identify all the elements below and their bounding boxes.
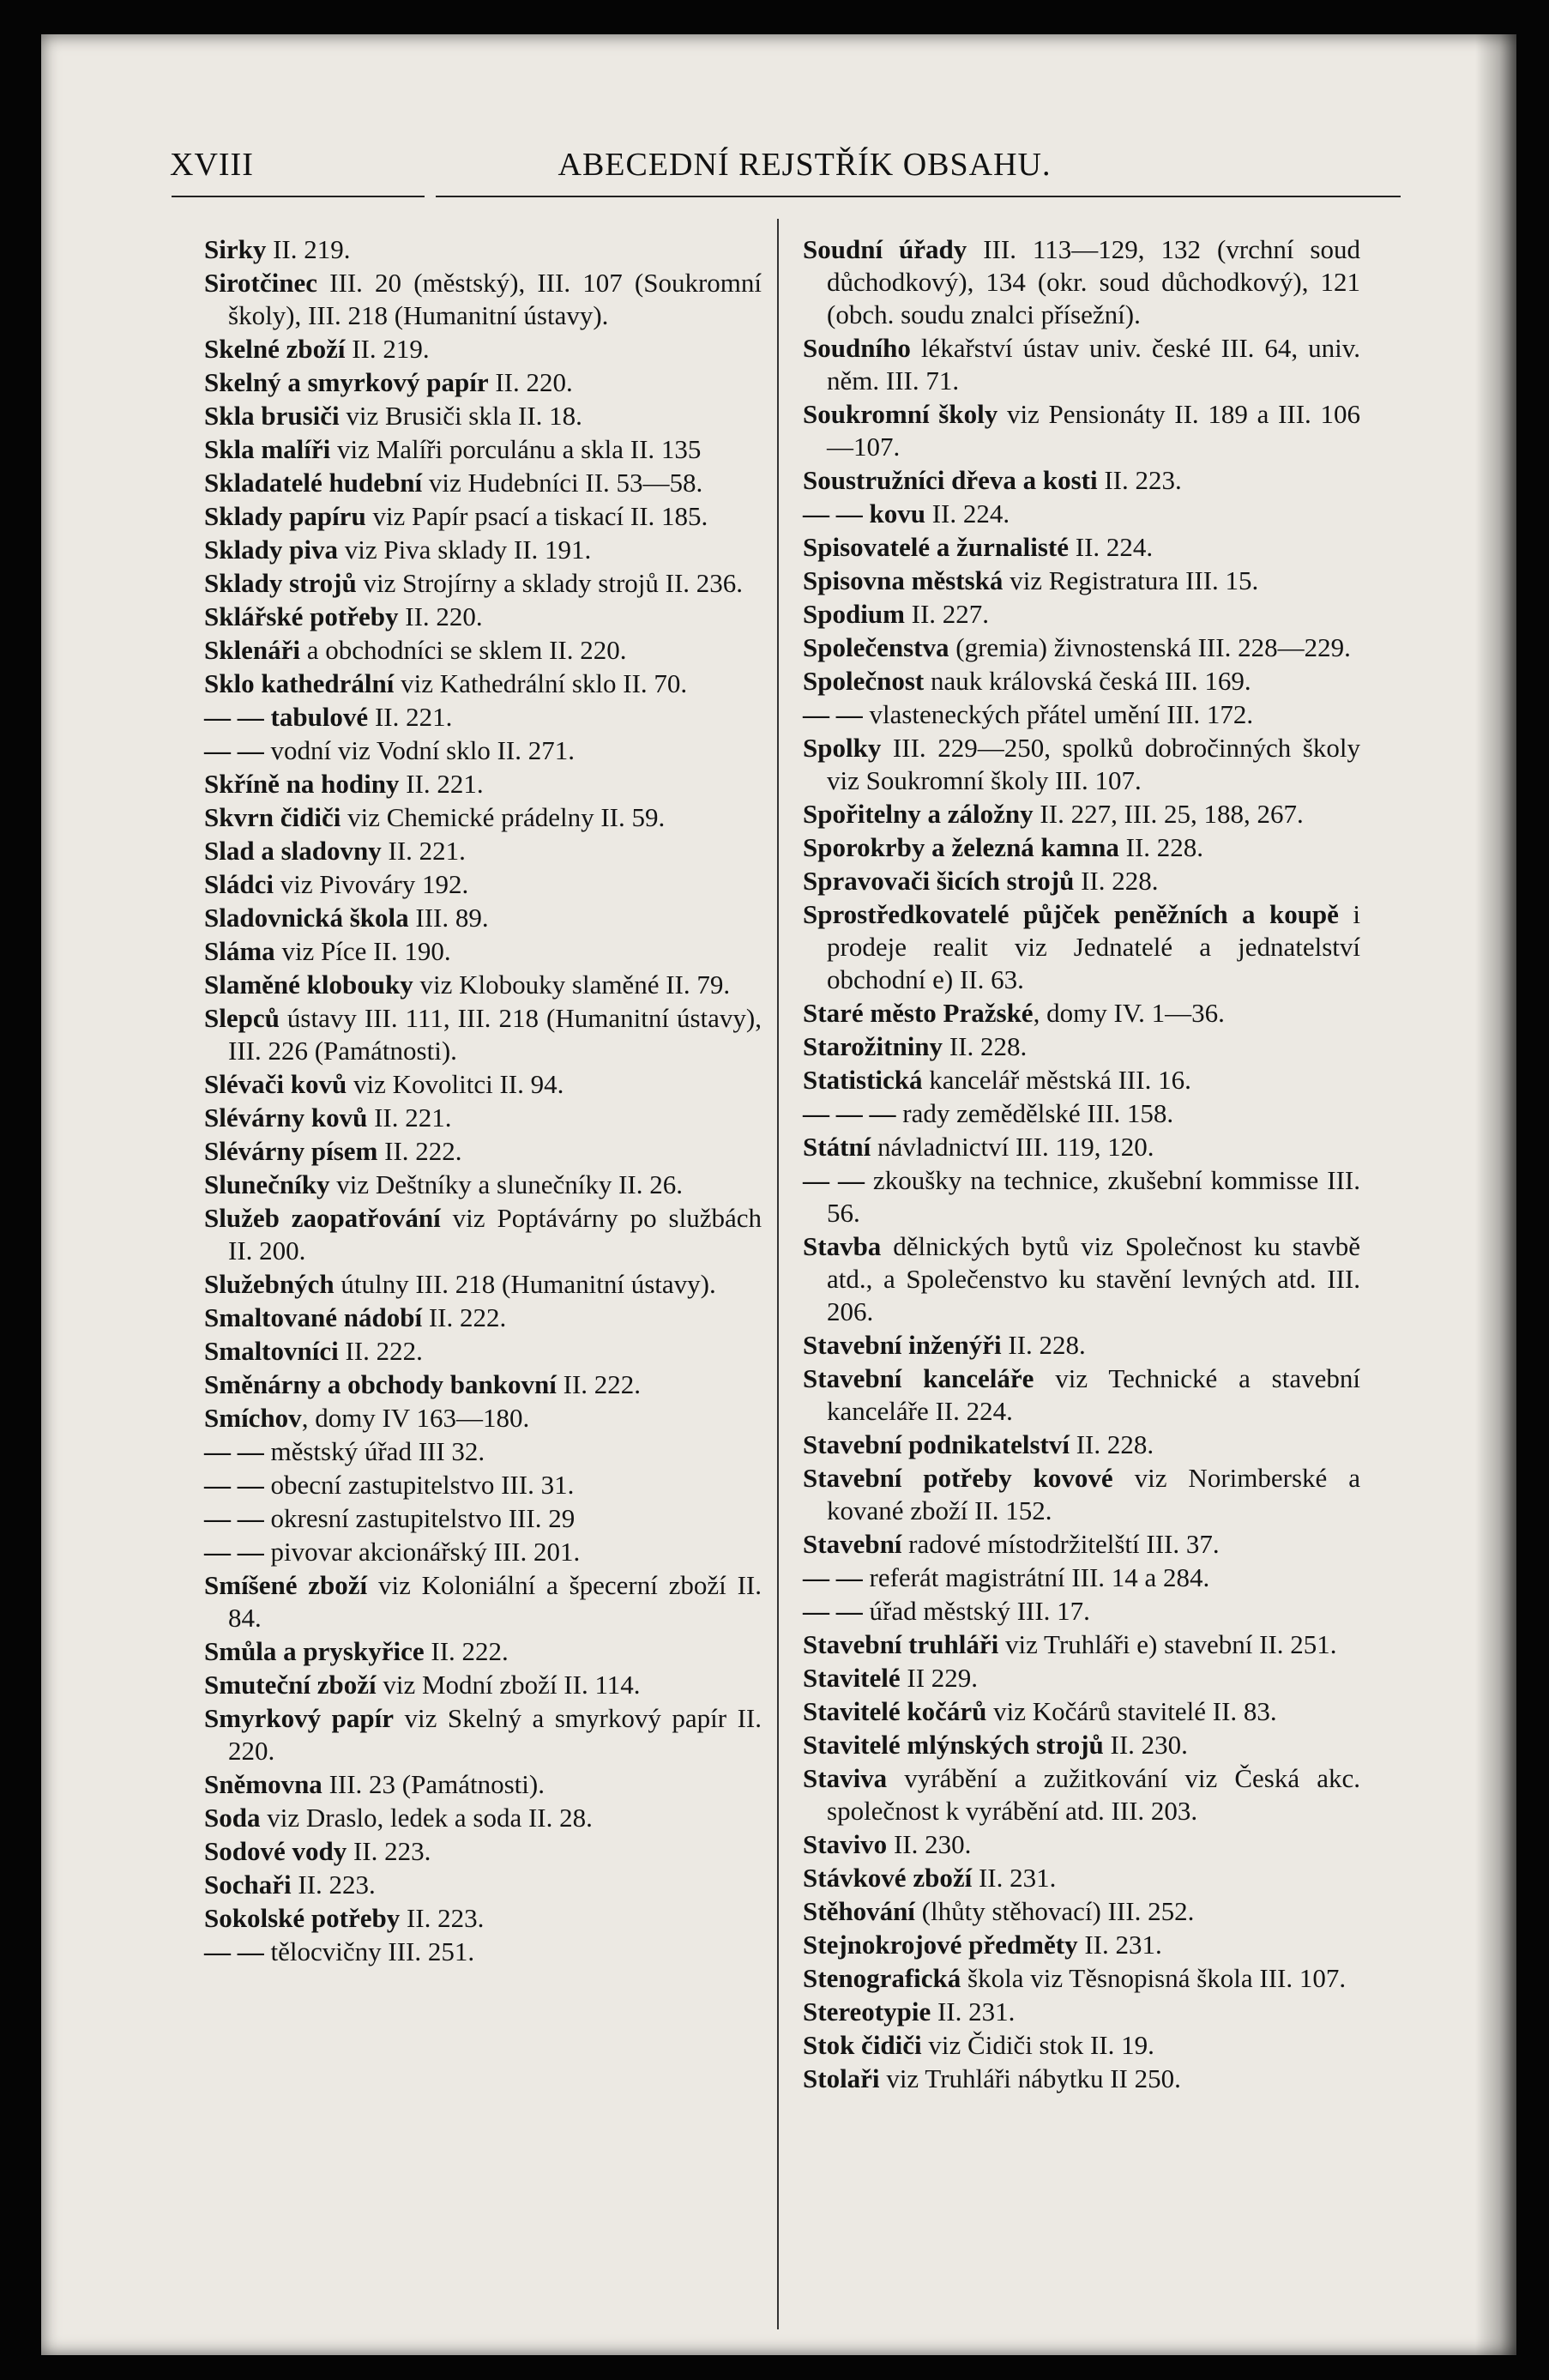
index-entry [803, 898, 1360, 996]
entry-headword: Sodové vody [204, 1836, 347, 1866]
entry-reference: III. 23 (Památnosti). [322, 1769, 545, 1799]
entry-headword: Stavivo [803, 1829, 888, 1859]
index-entry [204, 1902, 762, 1935]
index-entry [803, 2029, 1360, 2062]
index-entry [204, 1135, 762, 1168]
entry-headword: Stavební kanceláře [803, 1363, 1034, 1393]
entry-headword: Sklady piva [204, 535, 338, 565]
index-entry [204, 233, 762, 266]
entry-reference: útulny III. 218 (Humanitní ústavy). [334, 1269, 716, 1299]
entry-headword: Slepců [204, 1003, 280, 1033]
index-entry [204, 1536, 762, 1568]
entry-reference: vyrábění a zužitkování viz Česká akc. společnost k vyrábění atd. III. 203. [827, 1763, 1360, 1826]
index-entry [803, 498, 1360, 530]
entry-headword: Sklenáři [204, 635, 300, 665]
entry-headword: Slaměné klobouky [204, 970, 413, 1000]
index-entry [803, 2063, 1360, 2095]
entry-headword: Státní [803, 1132, 871, 1162]
entry-reference: II. 228. [1069, 1429, 1154, 1459]
entry-headword: Sklářské potřeby [204, 601, 399, 631]
index-entry [803, 1662, 1360, 1694]
index-entry [204, 366, 762, 399]
entry-headword: Smůla a pryskyřice [204, 1636, 425, 1666]
entry-headword: Slad a sladovny [204, 836, 382, 866]
index-entry [204, 400, 762, 432]
index-entry [803, 1064, 1360, 1096]
entry-headword: Spodium [803, 599, 905, 629]
entry-reference: II. 222. [377, 1136, 462, 1166]
entry-reference: viz Kovolitci II. 94. [347, 1069, 564, 1099]
index-entry [204, 1569, 762, 1634]
entry-headword: — — kovu [803, 498, 925, 529]
entry-reference: II. 228. [1001, 1330, 1086, 1360]
index-entry [204, 1268, 762, 1301]
entry-reference: referát magistrátní III. 14 a 284. [862, 1562, 1210, 1592]
entry-headword: — — [803, 1596, 863, 1626]
entry-headword: Spisovatelé a žurnalisté [803, 532, 1069, 562]
entry-reference: dělnických bytů viz Společnost ku stavbě atd., a Společenstvo ku stavění levných atd. III. 206. [827, 1231, 1360, 1326]
entry-headword: Stávkové zboží [803, 1863, 973, 1893]
entry-headword: Staré město Pražské [803, 998, 1034, 1028]
entry-reference: II. 221. [367, 1102, 452, 1133]
entry-headword: Smyrkový papír [204, 1703, 394, 1733]
page-number: XVIII [170, 147, 254, 183]
index-entry [803, 698, 1360, 731]
entry-reference: II. 230. [887, 1829, 972, 1859]
index-entry [803, 332, 1360, 397]
entry-headword: — — [204, 1470, 264, 1500]
entry-headword: Sklady papíru [204, 501, 366, 531]
index-entry [803, 997, 1360, 1030]
entry-headword: Stolaři [803, 2063, 880, 2093]
entry-reference: II. 220. [398, 601, 483, 631]
entry-headword: Skvrn čidiči [204, 802, 341, 832]
index-entry [204, 1669, 762, 1701]
entry-headword: Stěhování [803, 1896, 915, 1926]
index-entry [204, 1502, 762, 1535]
index-entry [803, 464, 1360, 497]
entry-headword: Soukromní školy [803, 399, 998, 429]
entry-reference: viz Truhláři e) stavební II. 251. [998, 1629, 1337, 1659]
entry-reference: kancelář městská III. 16. [922, 1065, 1191, 1095]
entry-headword: Stavební truhláři [803, 1629, 999, 1659]
entry-reference: zkoušky na technice, zkušební kommisse III. 56. [827, 1165, 1360, 1228]
entry-reference: , domy IV 163—180. [301, 1403, 530, 1433]
entry-headword: Spisovna městská [803, 565, 1004, 595]
book-page [41, 34, 1516, 2355]
column-divider [777, 219, 779, 2329]
entry-reference: II. 227. [904, 599, 990, 629]
index-entry [204, 1635, 762, 1668]
entry-reference: viz Piva sklady II. 191. [337, 535, 592, 565]
entry-reference: III. 20 (městský), III. 107 (Soukromní školy), III. 218 (Humanitní ústavy). [228, 268, 762, 330]
header-rule-right [436, 196, 1401, 197]
index-entry [204, 1068, 762, 1101]
entry-reference: viz Kočárů stavitelé II. 83. [986, 1696, 1277, 1726]
entry-headword: — — [803, 1165, 865, 1195]
entry-headword: Spravovači šicích strojů [803, 866, 1075, 896]
index-entry [803, 1230, 1360, 1328]
index-entry [204, 1302, 762, 1334]
entry-reference: viz Chemické prádelny II. 59. [341, 802, 666, 832]
index-entry [803, 631, 1360, 664]
entry-headword: — — [803, 1562, 863, 1592]
index-entry [803, 1962, 1360, 1995]
index-entry [803, 1462, 1360, 1527]
entry-headword: — — [204, 1936, 264, 1966]
entry-headword: — — [204, 735, 264, 765]
entry-reference: II. 221. [381, 836, 466, 866]
entry-headword: — — [204, 1436, 264, 1466]
entry-headword: Stereotypie [803, 1996, 931, 2027]
entry-headword: Smuteční zboží [204, 1670, 377, 1700]
entry-reference: II. 220. [488, 367, 573, 397]
index-entry [803, 1628, 1360, 1661]
index-entry [803, 1429, 1360, 1461]
entry-reference: III. 113—129, 132 (vrchní soud důchodkový), 134 (okr. soud důchodkový), 121 (obch. soudu znalci přísežní). [827, 234, 1360, 329]
index-entry [803, 1895, 1360, 1928]
index-entry [204, 1335, 762, 1368]
index-entry [204, 1469, 762, 1501]
entry-reference: viz Strojírny a sklady strojů II. 236. [356, 568, 744, 598]
index-entry [803, 1929, 1360, 1961]
right-index-column [803, 233, 1360, 2096]
entry-reference: II. 228. [943, 1031, 1028, 1061]
index-entry [204, 868, 762, 901]
entry-headword: — — [204, 1537, 264, 1567]
entry-reference: II. 222. [422, 1302, 507, 1332]
index-entry [803, 798, 1360, 831]
entry-headword: Společnost [803, 666, 925, 696]
index-entry [803, 1561, 1360, 1594]
entry-headword: Sklo kathedrální [204, 668, 395, 698]
entry-reference: viz Modní zboží II. 114. [376, 1670, 641, 1700]
index-entry [204, 1002, 762, 1067]
entry-reference: II 229. [900, 1663, 979, 1693]
index-entry [803, 1862, 1360, 1894]
entry-reference: viz Papír psací a tiskací II. 185. [365, 501, 708, 531]
entry-headword: Sněmovna [204, 1769, 322, 1799]
entry-reference: II. 224. [1069, 532, 1154, 562]
entry-reference: II. 227, III. 25, 188, 267. [1033, 799, 1304, 829]
entry-reference: viz Technické a stavební kanceláře II. 224. [827, 1363, 1360, 1426]
entry-reference: viz Brusiči skla II. 18. [339, 401, 582, 431]
entry-headword: Starožitniny [803, 1031, 943, 1061]
entry-reference: II. 223. [1097, 465, 1182, 495]
index-entry [204, 1702, 762, 1767]
index-entry [204, 1869, 762, 1901]
entry-headword: Slévárny písem [204, 1136, 378, 1166]
entry-reference: II. 223. [291, 1870, 376, 1900]
index-entry [803, 1528, 1360, 1561]
index-entry [204, 601, 762, 633]
entry-headword: Skříně na hodiny [204, 769, 400, 799]
entry-headword: — — [803, 699, 863, 729]
entry-headword: Slévárny kovů [204, 1102, 368, 1133]
entry-reference: obecní zastupitelstvo III. 31. [263, 1470, 575, 1500]
entry-reference: tělocvičny III. 251. [263, 1936, 475, 1966]
index-entry [204, 902, 762, 934]
entry-headword: — — tabulové [204, 702, 369, 732]
index-entry [204, 433, 762, 466]
entry-reference: rady zemědělské III. 158. [895, 1098, 1174, 1128]
index-entry [204, 634, 762, 667]
entry-reference: ústavy III. 111, III. 218 (Humanitní ústavy), III. 226 (Památnosti). [228, 1003, 762, 1066]
entry-reference: městský úřad III 32. [263, 1436, 485, 1466]
entry-reference: II. 224. [925, 498, 1010, 529]
index-entry [204, 969, 762, 1001]
entry-reference: i prodeje realit viz Jednatelé a jednatelství obchodní e) II. 63. [827, 899, 1360, 994]
entry-headword: Sklady strojů [204, 568, 357, 598]
index-entry [204, 1768, 762, 1801]
index-entry [204, 1802, 762, 1834]
entry-headword: Smaltovníci [204, 1336, 339, 1366]
entry-reference: II. 221. [399, 769, 484, 799]
entry-headword: Soudního [803, 333, 911, 363]
entry-reference: (gremia) živnostenská III. 228—229. [949, 632, 1351, 662]
entry-headword: Sirky [204, 234, 267, 264]
index-entry [204, 768, 762, 800]
index-entry [803, 1030, 1360, 1063]
entry-reference: viz Registratura III. 15. [1003, 565, 1259, 595]
index-entry [803, 1828, 1360, 1861]
entry-reference: II. 228. [1074, 866, 1159, 896]
entry-headword: Smíšené zboží [204, 1570, 368, 1600]
entry-headword: Stavební inženýři [803, 1330, 1002, 1360]
index-entry [803, 732, 1360, 797]
index-entry [803, 565, 1360, 597]
index-entry [204, 935, 762, 968]
entry-reference: nauk královská česká III. 169. [924, 666, 1251, 696]
index-entry [803, 1595, 1360, 1628]
entry-reference: vlasteneckých přátel umění III. 172. [862, 699, 1254, 729]
entry-reference: II. 222. [424, 1636, 509, 1666]
entry-headword: Spolky [803, 733, 882, 763]
index-entry [204, 1402, 762, 1435]
entry-headword: Smaltované nádobí [204, 1302, 423, 1332]
entry-reference: II. 221. [368, 702, 453, 732]
entry-headword: Stavební potřeby kovové [803, 1463, 1113, 1493]
entry-headword: Služebných [204, 1269, 335, 1299]
entry-headword: Sirotčinec [204, 268, 318, 298]
entry-headword: Společenstva [803, 632, 949, 662]
entry-reference: úřad městský III. 17. [862, 1596, 1090, 1626]
entry-headword: Stavba [803, 1231, 882, 1261]
entry-reference: II. 231. [931, 1996, 1016, 2027]
entry-reference: pivovar akcionářský III. 201. [263, 1537, 581, 1567]
entry-reference: radové místodržitelští III. 37. [901, 1529, 1220, 1559]
index-entry [204, 667, 762, 700]
entry-headword: Skla malíři [204, 434, 331, 464]
index-entry [204, 467, 762, 499]
index-entry [803, 1996, 1360, 2028]
entry-reference: viz Klobouky slaměné II. 79. [413, 970, 731, 1000]
index-entry [803, 1097, 1360, 1130]
entry-headword: Smíchov [204, 1403, 302, 1433]
entry-reference: návladnictví III. 119, 120. [871, 1132, 1154, 1162]
index-entry [204, 701, 762, 734]
index-entry [204, 1202, 762, 1267]
index-entry [803, 1729, 1360, 1761]
entry-reference: viz Poptávárny po službách II. 200. [228, 1203, 762, 1266]
index-entry [803, 598, 1360, 631]
index-entry [204, 1435, 762, 1468]
index-entry [204, 1169, 762, 1201]
entry-headword: Sporokrby a železná kamna [803, 832, 1119, 862]
entry-reference: II. 231. [972, 1863, 1057, 1893]
index-entry [204, 734, 762, 767]
entry-reference: viz Pivováry 192. [273, 869, 469, 899]
entry-headword: Slunečníky [204, 1169, 330, 1199]
entry-headword: Stavitelé mlýnských strojů [803, 1730, 1104, 1760]
index-entry [803, 1131, 1360, 1163]
entry-reference: III. 229—250, spolků dobročinných školy viz Soukromní školy III. 107. [827, 733, 1360, 795]
entry-headword: Skelné zboží [204, 334, 346, 364]
entry-headword: Soudní úřady [803, 234, 967, 264]
entry-headword: Staviva [803, 1763, 888, 1793]
entry-reference: viz Kathedrální sklo II. 70. [394, 668, 688, 698]
entry-headword: — — [204, 1503, 264, 1533]
entry-headword: Stavitelé [803, 1663, 901, 1693]
index-entry [803, 398, 1360, 463]
entry-headword: Soda [204, 1803, 261, 1833]
entry-reference: viz Pensionáty II. 189 a III. 106—107. [827, 399, 1361, 462]
index-entry [204, 567, 762, 600]
entry-reference: II. 219. [266, 234, 351, 264]
index-entry [803, 1695, 1360, 1728]
entry-reference: viz Norimberské a kované zboží II. 152. [827, 1463, 1360, 1525]
index-entry [204, 1102, 762, 1134]
index-entry [204, 500, 762, 533]
index-entry [803, 233, 1360, 331]
entry-reference: a obchodníci se sklem II. 220. [299, 635, 627, 665]
page-spine-shadow [1475, 34, 1516, 2355]
running-title: ABECEDNÍ REJSTŘÍK OBSAHU. [558, 147, 1052, 183]
entry-headword: Skelný a smyrkový papír [204, 367, 489, 397]
entry-headword: Slévači kovů [204, 1069, 347, 1099]
page-header [170, 146, 1388, 223]
entry-reference: vodní viz Vodní sklo II. 271. [263, 735, 576, 765]
index-entry [204, 267, 762, 332]
entry-headword: Stenografická [803, 1963, 961, 1993]
entry-headword: Služeb zaopatřování [204, 1203, 441, 1233]
entry-headword: Stok čidiči [803, 2030, 922, 2060]
entry-reference: škola viz Těsnopisná škola III. 107. [961, 1963, 1347, 1993]
index-entry [204, 835, 762, 867]
entry-headword: Sládci [204, 869, 274, 899]
left-index-column [204, 233, 762, 1969]
entry-reference: okresní zastupitelstvo III. 29 [263, 1503, 576, 1533]
entry-headword: Stejnokrojové předměty [803, 1930, 1078, 1960]
index-entry [204, 534, 762, 566]
entry-headword: Stavitelé kočárů [803, 1696, 987, 1726]
index-entry [803, 665, 1360, 698]
index-entry [803, 1329, 1360, 1362]
entry-headword: Skladatelé hudební [204, 468, 423, 498]
entry-headword: Sprostředkovatelé půjček peněžních a koupě [803, 899, 1339, 929]
entry-reference: (lhůty stěhovací) III. 252. [914, 1896, 1195, 1926]
entry-headword: Stavební [803, 1529, 902, 1559]
index-entry [204, 1936, 762, 1968]
entry-reference: II. 231. [1077, 1930, 1162, 1960]
entry-reference: lékařství ústav univ. české III. 64, univ. něm. III. 71. [827, 333, 1360, 396]
index-entry [204, 1368, 762, 1401]
index-entry [803, 1762, 1360, 1827]
entry-reference: viz Skelný a smyrkový papír II. 220. [228, 1703, 762, 1766]
entry-reference: viz Deštníky a slunečníky II. 26. [329, 1169, 683, 1199]
entry-headword: Sladovnická škola [204, 903, 409, 933]
entry-headword: Sokolské potřeby [204, 1903, 401, 1933]
entry-reference: viz Čidiči stok II. 19. [921, 2030, 1154, 2060]
entry-reference: II. 223. [400, 1903, 485, 1933]
entry-reference: viz Malíři porculánu a skla II. 135 [330, 434, 702, 464]
entry-headword: Směnárny a obchody bankovní [204, 1369, 557, 1399]
index-entry [803, 531, 1360, 564]
entry-headword: Sláma [204, 936, 275, 966]
entry-headword: Sochaři [204, 1870, 292, 1900]
index-entry [803, 831, 1360, 864]
header-rule-left [172, 196, 425, 197]
entry-headword: Soustružníci dřeva a kosti [803, 465, 1098, 495]
index-entry [204, 801, 762, 834]
entry-reference: viz Píce II. 190. [274, 936, 451, 966]
entry-headword: Skla brusiči [204, 401, 340, 431]
index-entry [803, 865, 1360, 897]
entry-reference: III. 89. [408, 903, 489, 933]
entry-reference: viz Koloniální a špecerní zboží II. 84. [228, 1570, 762, 1633]
index-entry [204, 333, 762, 365]
index-entry [204, 1835, 762, 1868]
entry-reference: , domy IV. 1—36. [1033, 998, 1225, 1028]
entry-headword: — — — [803, 1098, 896, 1128]
entry-reference: II. 223. [347, 1836, 431, 1866]
entry-headword: Spořitelny a záložny [803, 799, 1034, 829]
entry-reference: viz Truhláři nábytku II 250. [879, 2063, 1181, 2093]
entry-reference: II. 230. [1103, 1730, 1188, 1760]
entry-reference: II. 222. [556, 1369, 642, 1399]
entry-reference: viz Draslo, ledek a soda II. 28. [260, 1803, 593, 1833]
index-entry [803, 1164, 1360, 1229]
index-entry [803, 1362, 1360, 1428]
entry-headword: Stavební podnikatelství [803, 1429, 1070, 1459]
entry-headword: Statistická [803, 1065, 923, 1095]
entry-reference: II. 222. [338, 1336, 423, 1366]
entry-reference: II. 219. [345, 334, 430, 364]
entry-reference: viz Hudebníci II. 53—58. [422, 468, 703, 498]
entry-reference: II. 228. [1118, 832, 1204, 862]
